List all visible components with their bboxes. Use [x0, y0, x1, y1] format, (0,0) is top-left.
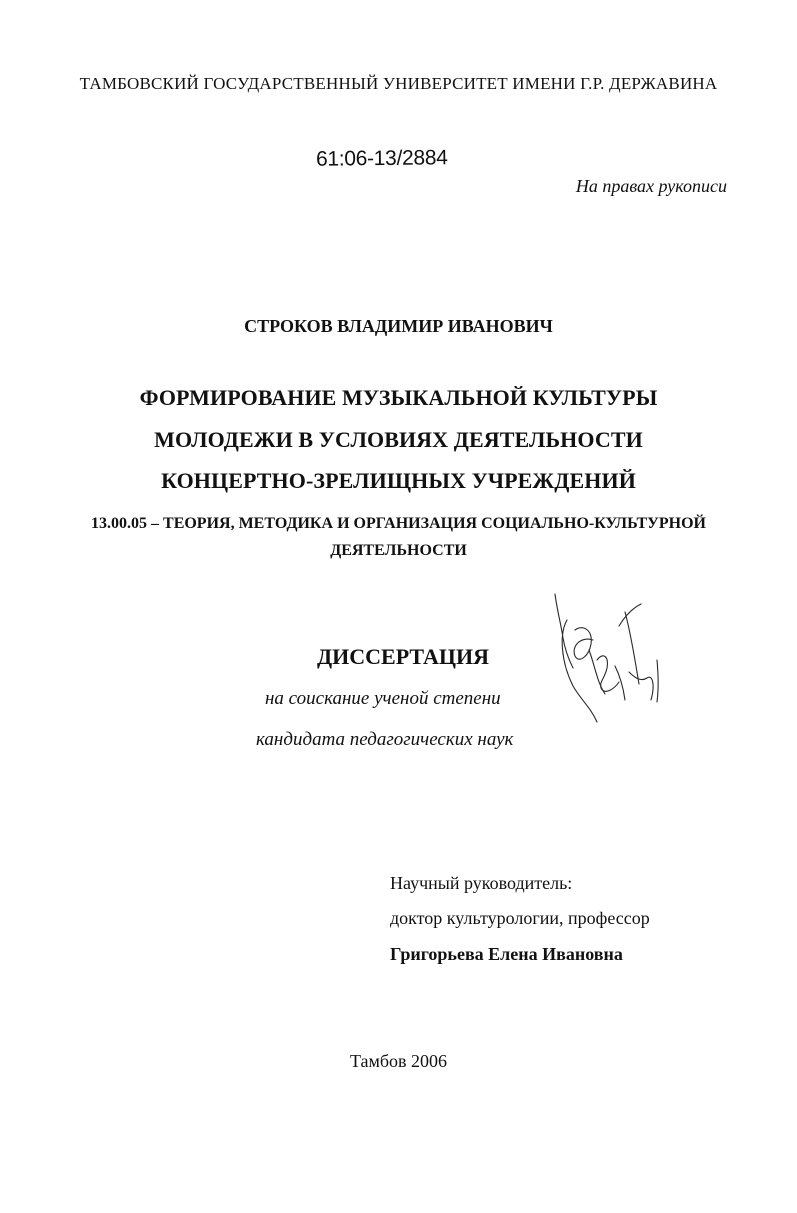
signature-icon: [545, 590, 665, 730]
university-name: ТАМБОВСКИЙ ГОСУДАРСТВЕННЫЙ УНИВЕРСИТЕТ ИМЕНИ Г.Р. ДЕРЖАВИНА: [79, 74, 718, 93]
title-line-1: ФОРМИРОВАНИЕ МУЗЫКАЛЬНОЙ КУЛЬТУРЫ: [139, 385, 658, 410]
supervisor-title: доктор культурологии, профессор: [390, 908, 650, 928]
supervisor-heading: Научный руководитель:: [390, 873, 573, 893]
place-and-year: Тамбов 2006: [349, 1051, 448, 1071]
dissertation-label: ДИССЕРТАЦИЯ: [317, 644, 489, 669]
specialty-line-2: ДЕЯТЕЛЬНОСТИ: [330, 542, 467, 559]
supervisor-name: Григорьева Елена Ивановна: [390, 944, 623, 964]
author-name: СТРОКОВ ВЛАДИМИР ИВАНОВИЧ: [244, 316, 553, 336]
specialty-code: [0, 510, 797, 564]
degree-line-1: на соискание ученой степени: [265, 688, 501, 709]
title-line-3: КОНЦЕРТНО-ЗРЕЛИЩНЫХ УЧРЕЖДЕНИЙ: [161, 468, 636, 493]
title-line-2: МОЛОДЕЖИ В УСЛОВИЯХ ДЕЯТЕЛЬНОСТИ: [154, 427, 643, 452]
rights-note: На правах рукописи: [575, 176, 727, 196]
degree-line-2: кандидата педагогических наук: [256, 729, 514, 750]
catalog-number: 61:06-13/2884: [315, 146, 448, 171]
specialty-line-1: 13.00.05 – ТЕОРИЯ, МЕТОДИКА И ОРГАНИЗАЦИЯ СОЦИАЛЬНО-КУЛЬТУРНОЙ: [91, 515, 706, 532]
